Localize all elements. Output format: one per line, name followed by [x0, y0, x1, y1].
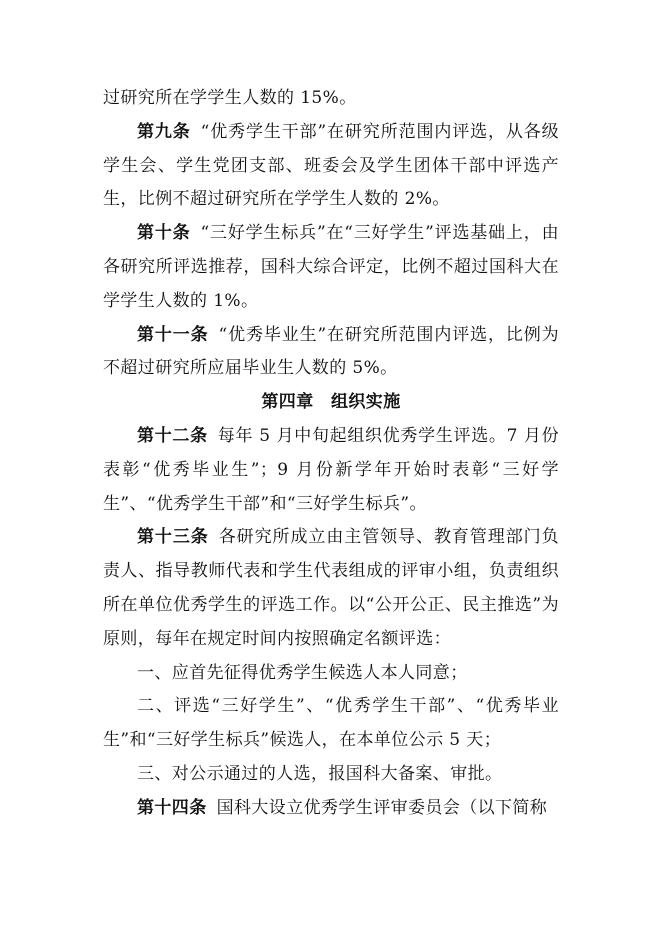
- article-14-text: 国科大设立优秀学生评审委员会（以下简称: [216, 797, 548, 818]
- article-11: [103, 319, 559, 387]
- article-10: [103, 217, 559, 318]
- document-body: [103, 82, 559, 826]
- article-13-text: 各研究所成立由主管领导、教育管理部门负责人、指导教师代表和学生代表组成的评审小组，负责组织所在单位优秀学生的评选工作。以“公开公正、民主推选”为原则，每年在规定时间内按照确定名额评选：: [103, 527, 559, 649]
- chapter-4-heading: 第四章 组织实施: [261, 392, 401, 413]
- article-10-text: “三好学生标兵”在“三好学生”评选基础上，由各研究所评选推荐，国科大综合评定，比例不超过国科大在学学生人数的 1%。: [103, 223, 559, 311]
- list-item-3: 三、对公示通过的人选，报国科大备案、审批。: [137, 763, 503, 784]
- article-12-text: 每年 5 月中旬起组织优秀学生评选。7 月份表彰“优秀毕业生”；9 月份新学年开始时表彰“三好学生”、“优秀学生干部”和“三好学生标兵”。: [103, 425, 559, 514]
- list-item-2: 二、评选“三好学生”、“优秀学生干部”、“优秀毕业生”和“三好学生标兵”候选人，在本单位公示 5 天；: [103, 696, 559, 751]
- article-11-number: 第十一条: [137, 324, 209, 345]
- article-13: [103, 521, 559, 656]
- article-12-number: 第十二条: [137, 425, 208, 446]
- article-12: [103, 420, 559, 521]
- paragraph-intro-continuation: 过研究所在学学生人数的 15%。: [103, 88, 357, 108]
- article-11-text: “优秀毕业生”在研究所范围内评选，比例为不超过研究所应届毕业生人数的 5%。: [103, 324, 559, 379]
- article-9-number: 第九条: [137, 121, 191, 142]
- article-14: [103, 792, 559, 826]
- article-10-number: 第十条: [137, 223, 191, 244]
- article-14-number: 第十四条: [137, 797, 207, 818]
- article-13-number: 第十三条: [137, 527, 209, 548]
- article-9: [103, 116, 559, 217]
- list-item-1: 一、应首先征得优秀学生候选人本人同意；: [137, 662, 468, 683]
- article-9-text: “优秀学生干部”在研究所范围内评选，从各级学生会、学生党团支部、班委会及学生团体干部中评选产生，比例不超过研究所在学学生人数的 2%。: [103, 121, 560, 210]
